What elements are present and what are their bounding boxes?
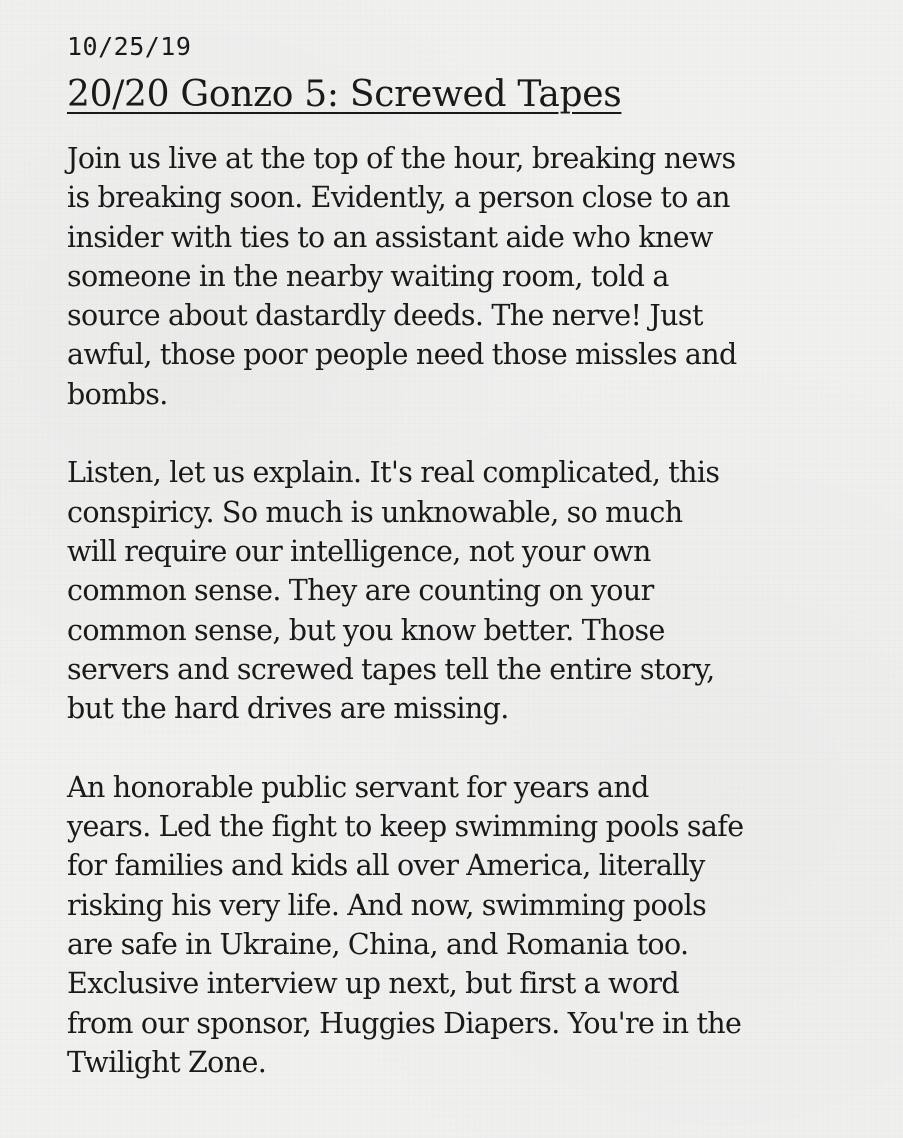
paragraph-1 xyxy=(67,139,863,414)
paragraph-line: common sense. They are counting on your xyxy=(67,574,654,608)
paragraph-line: risking his very life. And now, swimming pools xyxy=(67,888,707,922)
paragraph-line: someone in the nearby waiting room, told a xyxy=(67,259,669,293)
document-title: 20/20 Gonzo 5: Screwed Tapes xyxy=(67,74,622,115)
paragraph-line: are safe in Ukraine, China, and Romania too. xyxy=(67,927,689,961)
paragraph-line: for families and kids all over America, literally xyxy=(67,849,705,883)
paragraph-line: years. Led the fight to keep swimming pools safe xyxy=(67,810,744,844)
paragraph-line: but the hard drives are missing. xyxy=(67,692,509,726)
paragraph-2 xyxy=(67,453,863,728)
paragraph-line: awful, those poor people need those missles and xyxy=(67,338,737,372)
paragraph-line: Join us live at the top of the hour, breaking news xyxy=(67,142,736,175)
document-body xyxy=(67,139,863,1082)
paragraph-line: conspiricy. So much is unknowable, so much xyxy=(67,495,683,529)
paragraph-line: Listen, let us explain. It's real complicated, this xyxy=(67,456,720,490)
paragraph-line: bombs. xyxy=(67,377,168,411)
paragraph-line: Twilight Zone. xyxy=(67,1045,267,1079)
paragraph-line: source about dastardly deeds. The nerve! Just xyxy=(67,299,703,333)
document-date: 10/25/19 xyxy=(67,32,192,61)
paragraph-line: servers and screwed tapes tell the entire story, xyxy=(67,652,715,686)
paragraph-line: is breaking soon. Evidently, a person close to an xyxy=(67,181,730,215)
paragraph-line: insider with ties to an assistant aide who knew xyxy=(67,220,713,254)
paragraph-line: An honorable public servant for years and xyxy=(67,770,649,804)
paragraph-line: from our sponsor, Huggies Diapers. You're in the xyxy=(67,1006,742,1040)
paragraph-line: common sense, but you know better. Those xyxy=(67,613,665,647)
paragraph-3 xyxy=(67,768,863,1082)
paragraph-line: will require our intelligence, not your own xyxy=(67,534,651,568)
paragraph-line: Exclusive interview up next, but first a word xyxy=(67,967,680,1001)
